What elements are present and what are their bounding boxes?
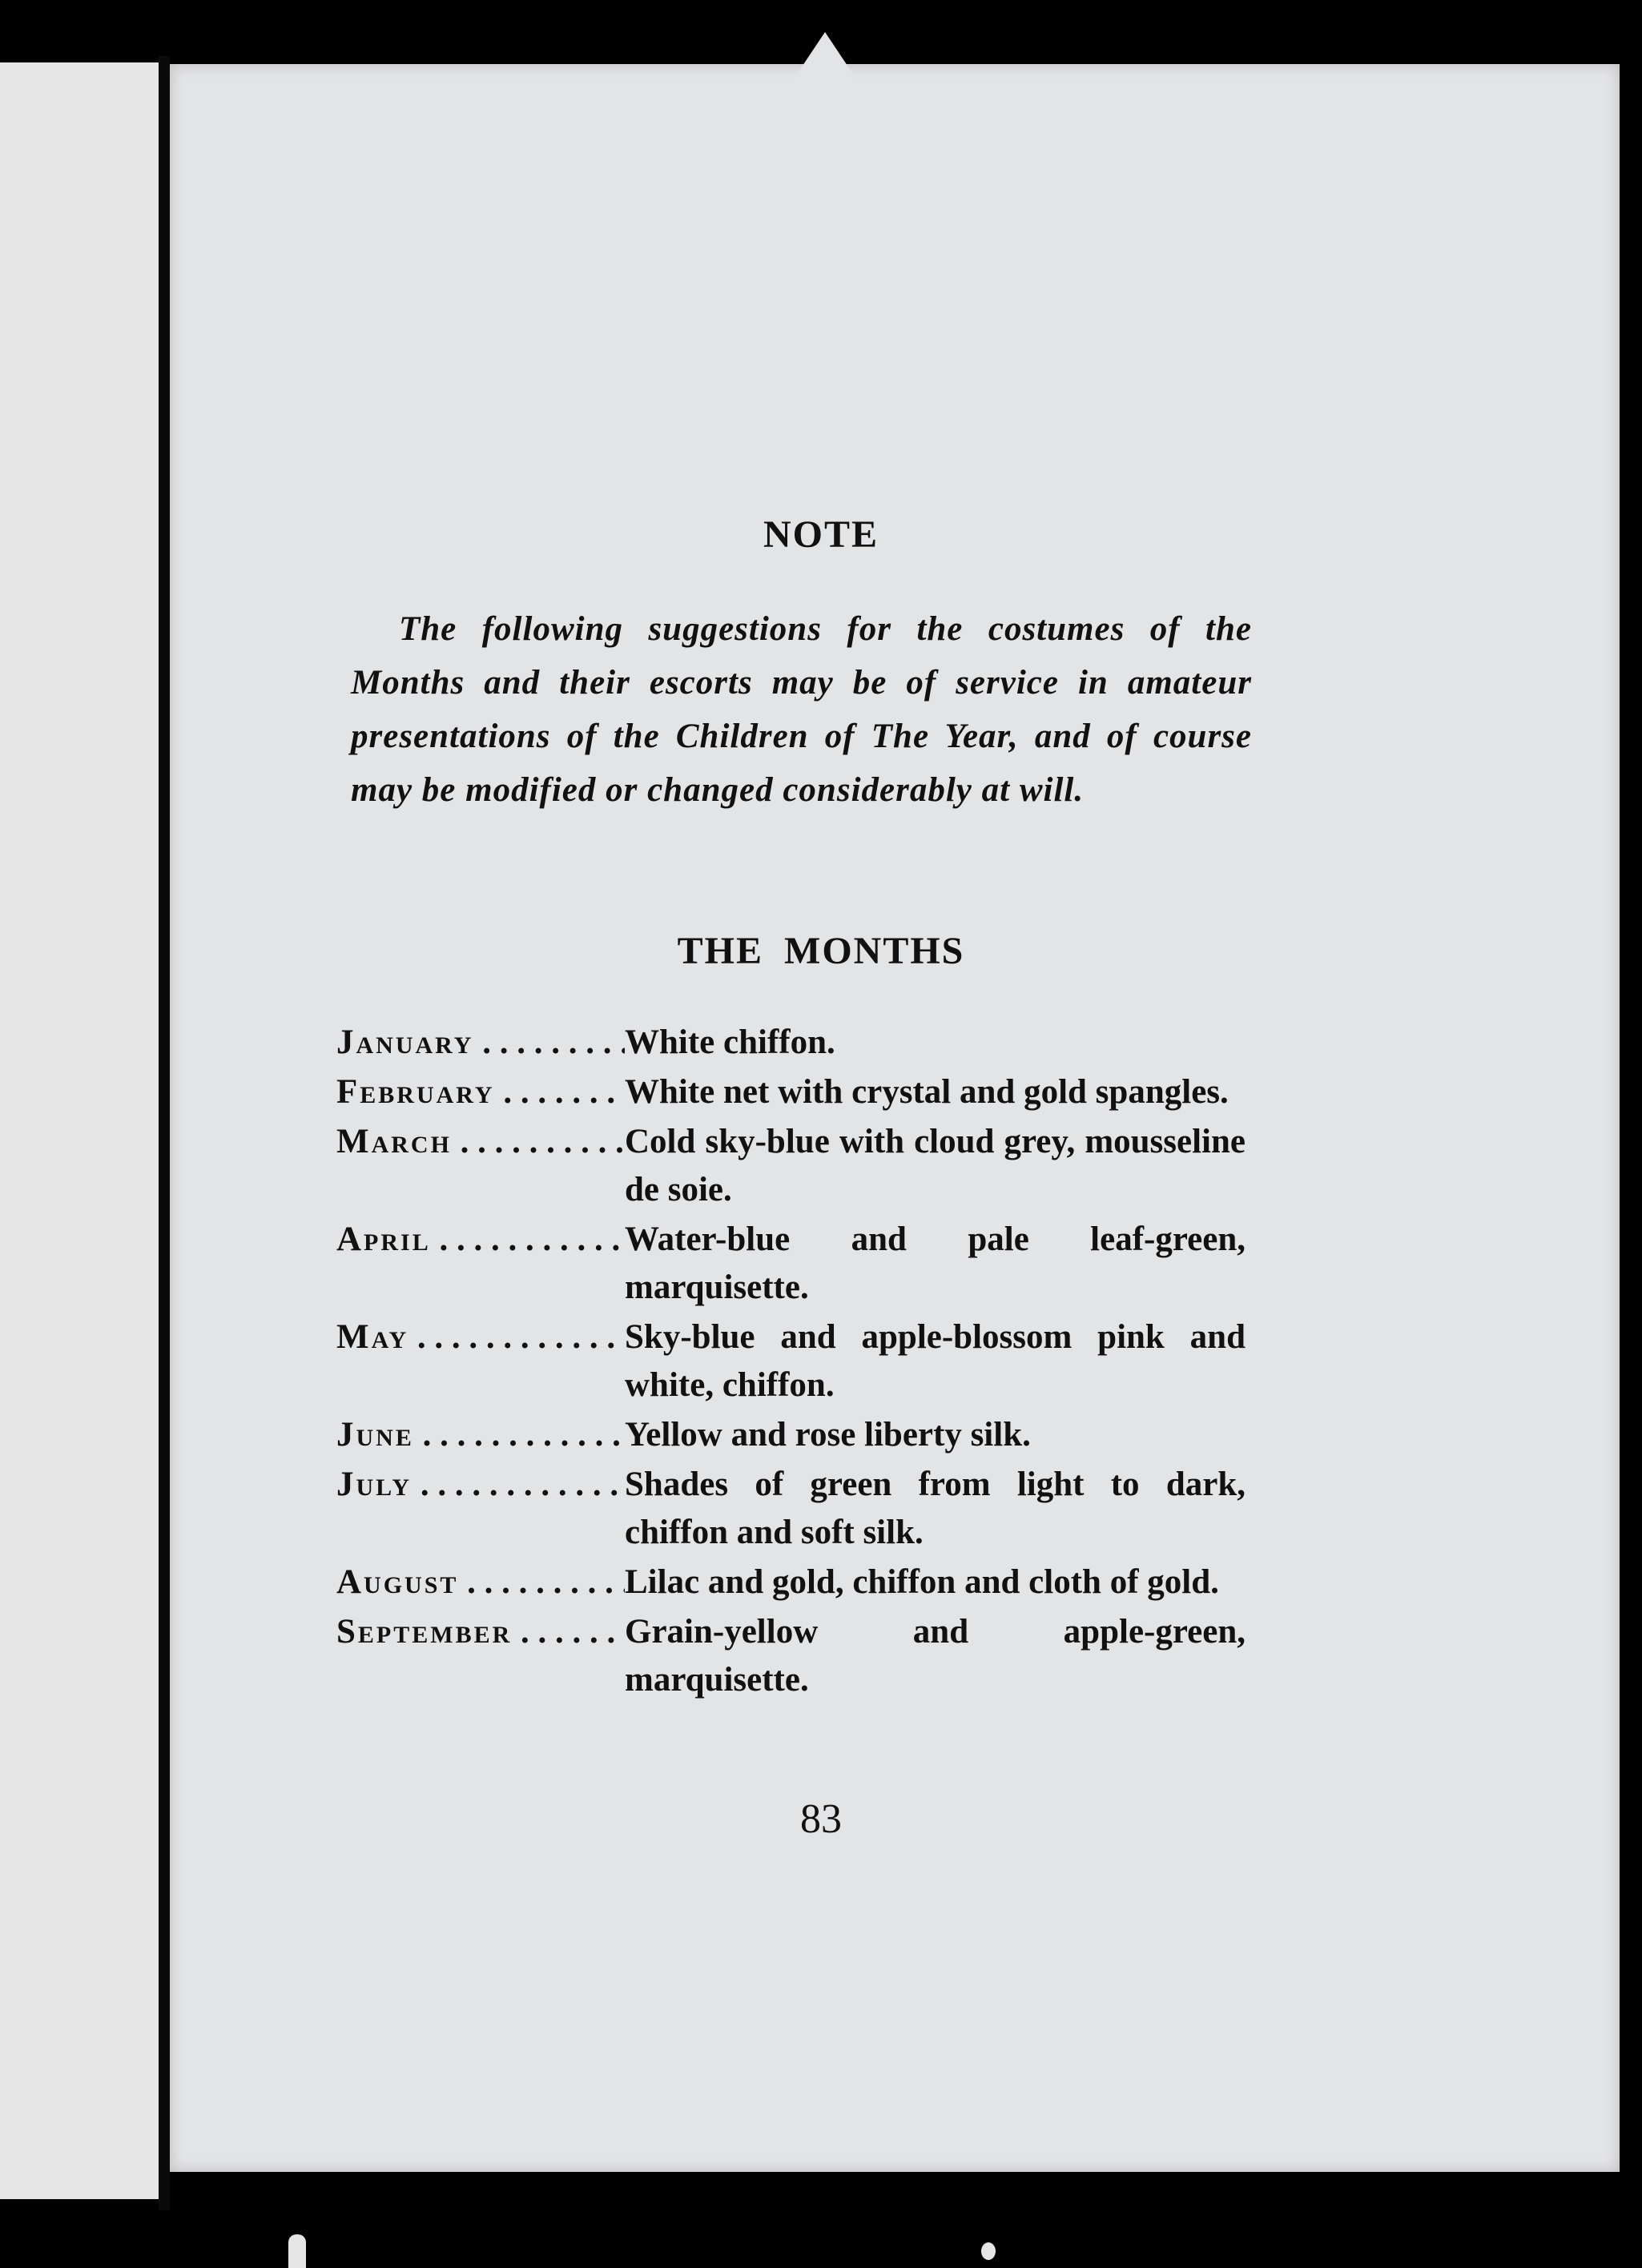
month-costume: Cold sky-blue with cloud grey, mousseline de soie. [625, 1123, 1246, 1208]
month-costume: Water-blue and pale leaf-green, marquisette. [625, 1220, 1246, 1306]
months-heading: THE MONTHS [677, 930, 965, 972]
month-entry-february [336, 1068, 1246, 1116]
note-paragraph: The following suggestions for the costumes of the Months and their escorts may be of service in amateur presentations of the Children of The Year, and of course may be modified or changed considerably at will. [351, 610, 1252, 809]
page-tear [793, 32, 857, 80]
book-gutter [159, 56, 170, 2210]
facing-page-edge [0, 62, 159, 2199]
month-name: April . . . [336, 1216, 625, 1312]
month-costume: Shades of green from light to dark, chiffon and soft silk. [625, 1466, 1246, 1551]
month-entry-april [336, 1216, 1246, 1312]
month-entry-june [336, 1411, 1246, 1459]
month-name: July . . . [336, 1461, 625, 1557]
month-name: March . . . [336, 1118, 625, 1214]
month-name: June . . . [336, 1411, 625, 1459]
month-entry-march [336, 1118, 1246, 1214]
month-name: January . . . [336, 1019, 625, 1067]
month-name: February . . . [336, 1068, 625, 1116]
scan-artifact [981, 2242, 996, 2260]
month-name: May . . . [336, 1313, 625, 1409]
month-entry-july [336, 1461, 1246, 1557]
month-costume: White chiffon. [625, 1023, 835, 1061]
month-name: September . . . [336, 1608, 625, 1704]
month-costume: Yellow and rose liberty silk. [625, 1416, 1031, 1454]
month-entry-may [336, 1313, 1246, 1409]
months-list [336, 1019, 1246, 1706]
month-costume: Lilac and gold, chiffon and cloth of gold. [625, 1563, 1219, 1601]
scan-artifact [288, 2234, 306, 2268]
month-costume: White net with crystal and gold spangles. [625, 1073, 1229, 1111]
month-entry-january [336, 1019, 1246, 1067]
month-name: August . . . [336, 1558, 625, 1606]
note-heading: NOTE [763, 513, 879, 556]
month-costume: Sky-blue and apple-blossom pink and white, chiffon. [625, 1318, 1246, 1404]
month-costume: Grain-yellow and apple-green, marquisette. [625, 1613, 1246, 1699]
month-entry-september [336, 1608, 1246, 1704]
month-entry-august [336, 1558, 1246, 1606]
page-number: 83 [800, 1796, 842, 1842]
